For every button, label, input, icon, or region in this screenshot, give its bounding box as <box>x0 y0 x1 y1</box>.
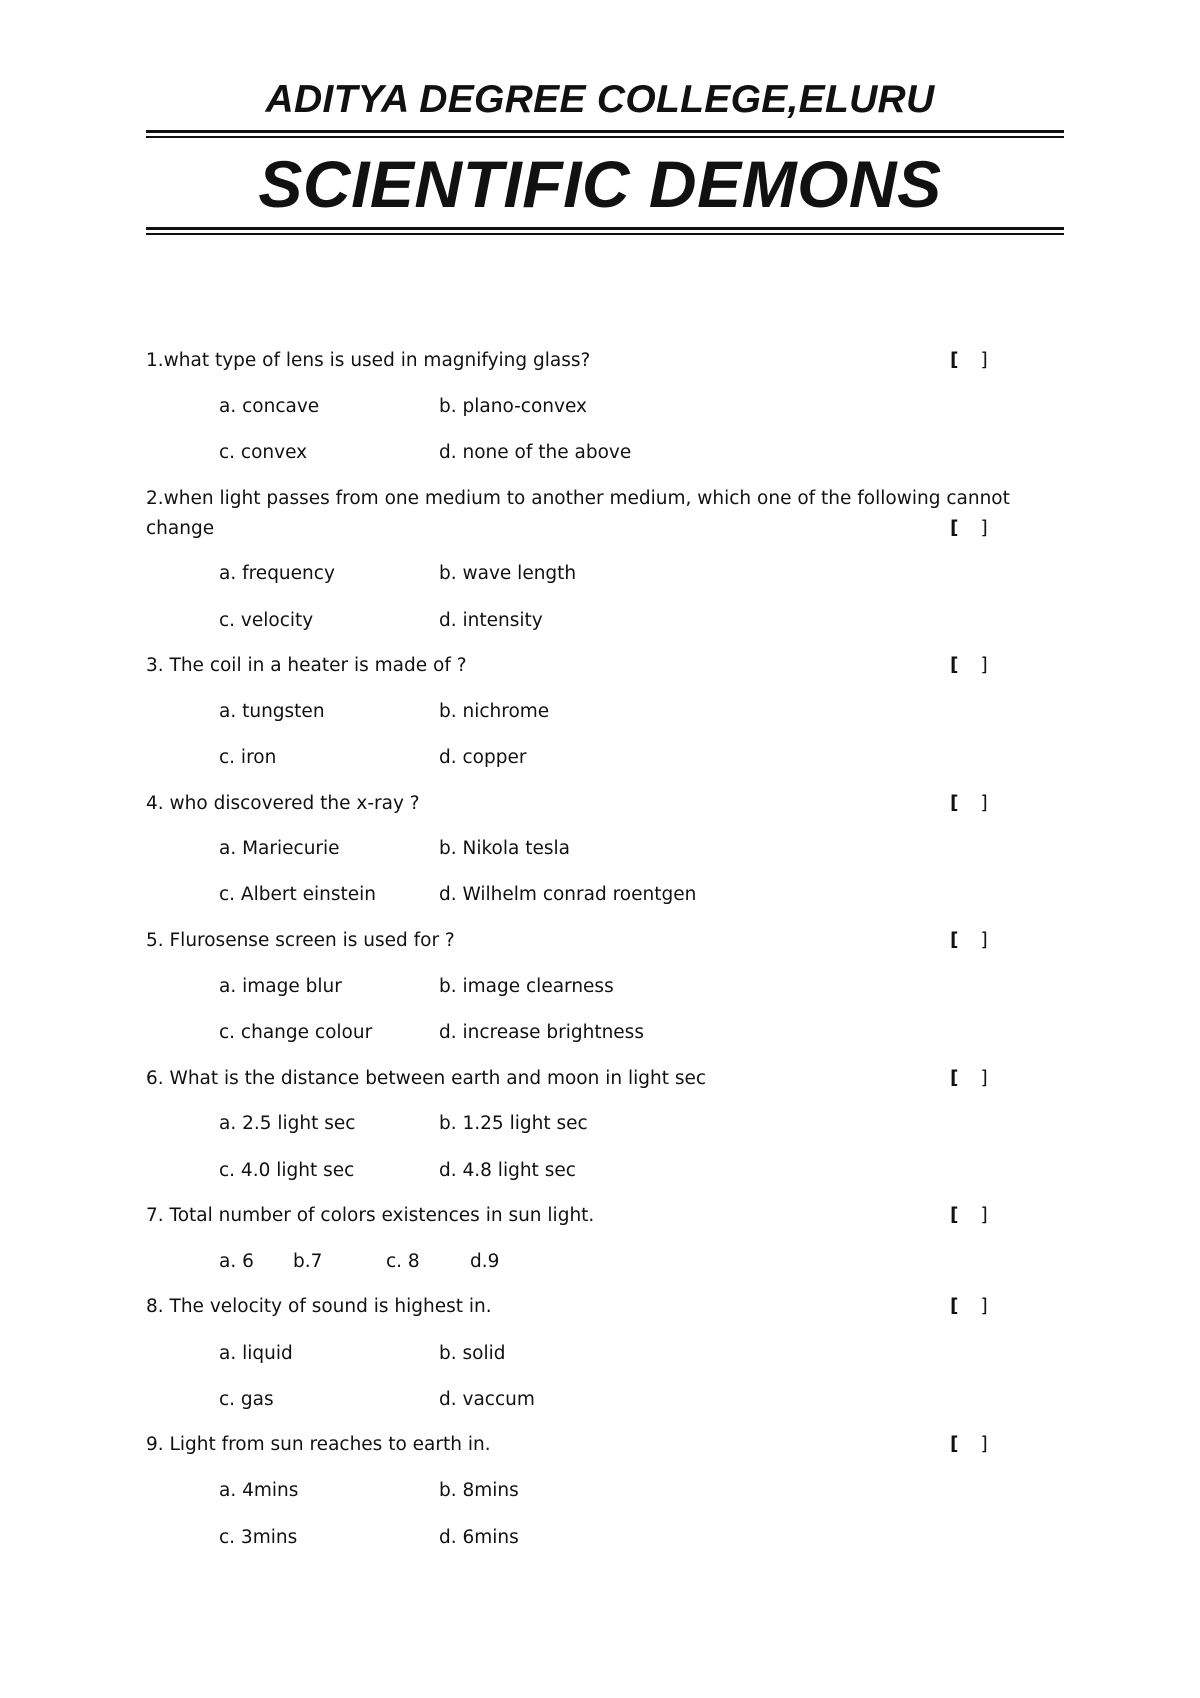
option-6d: d. 4.8 light sec <box>439 1160 576 1181</box>
question-7-text: 7. Total number of colors existences in sun light. <box>146 1205 595 1226</box>
option-4c: c. Albert einstein <box>219 884 376 905</box>
question-6-text: 6. What is the distance between earth and moon in light sec <box>146 1068 707 1089</box>
question-1-text: 1.what type of lens is used in magnifying glass? <box>146 350 591 371</box>
answer-box-9[interactable]: [ ] <box>950 1434 988 1455</box>
option-8b: b. solid <box>439 1343 506 1364</box>
option-8c: c. gas <box>219 1389 274 1410</box>
option-9d: d. 6mins <box>439 1527 519 1548</box>
option-1d: d. none of the above <box>439 442 632 463</box>
answer-box-2[interactable]: [ ] <box>950 518 988 539</box>
option-8a: a. liquid <box>219 1343 293 1364</box>
question-9-text: 9. Light from sun reaches to earth in. <box>146 1434 491 1455</box>
option-2a: a. frequency <box>219 563 335 584</box>
question-2-text-continued: change <box>146 518 215 539</box>
option-6c: c. 4.0 light sec <box>219 1160 355 1181</box>
answer-box-6[interactable]: [ ] <box>950 1068 988 1089</box>
option-7c: c. 8 <box>386 1251 420 1272</box>
option-7b: b.7 <box>293 1251 323 1272</box>
option-6a: a. 2.5 light sec <box>219 1113 356 1134</box>
option-9b: b. 8mins <box>439 1480 519 1501</box>
answer-box-1[interactable]: [ ] <box>950 350 988 371</box>
answer-box-5[interactable]: [ ] <box>950 930 988 951</box>
option-5d: d. increase brightness <box>439 1022 644 1043</box>
question-2-text: 2.when light passes from one medium to another medium, which one of the following cannot <box>146 488 1010 509</box>
option-4a: a. Mariecurie <box>219 838 340 859</box>
option-5c: c. change colour <box>219 1022 373 1043</box>
option-3c: c. iron <box>219 747 277 768</box>
header-rule-bottom <box>146 227 1064 235</box>
option-2c: c. velocity <box>219 610 314 631</box>
answer-box-8[interactable]: [ ] <box>950 1296 988 1317</box>
college-name: ADITYA DEGREE COLLEGE,ELURU <box>265 78 935 121</box>
option-6b: b. 1.25 light sec <box>439 1113 588 1134</box>
question-4-text: 4. who discovered the x-ray ? <box>146 793 420 814</box>
question-3-text: 3. The coil in a heater is made of ? <box>146 655 467 676</box>
answer-box-4[interactable]: [ ] <box>950 793 988 814</box>
option-5b: b. image clearness <box>439 976 614 997</box>
option-3a: a. tungsten <box>219 701 325 722</box>
option-1a: a. concave <box>219 396 320 417</box>
answer-box-7[interactable]: [ ] <box>950 1205 988 1226</box>
option-5a: a. image blur <box>219 976 342 997</box>
option-7d: d.9 <box>470 1251 500 1272</box>
question-8-text: 8. The velocity of sound is highest in. <box>146 1296 492 1317</box>
option-3d: d. copper <box>439 747 527 768</box>
option-7a: a. 6 <box>219 1251 254 1272</box>
option-9c: c. 3mins <box>219 1527 298 1548</box>
option-4d: d. Wilhelm conrad roentgen <box>439 884 697 905</box>
paper-title: SCIENTIFIC DEMONS <box>258 147 942 221</box>
question-5-text: 5. Flurosense screen is used for ? <box>146 930 455 951</box>
option-8d: d. vaccum <box>439 1389 535 1410</box>
answer-box-3[interactable]: [ ] <box>950 655 988 676</box>
option-4b: b. Nikola tesla <box>439 838 570 859</box>
option-2d: d. intensity <box>439 610 543 631</box>
option-1c: c. convex <box>219 442 308 463</box>
option-3b: b. nichrome <box>439 701 550 722</box>
option-2b: b. wave length <box>439 563 577 584</box>
header-rule-top <box>146 130 1064 138</box>
option-9a: a. 4mins <box>219 1480 299 1501</box>
option-1b: b. plano-convex <box>439 396 587 417</box>
